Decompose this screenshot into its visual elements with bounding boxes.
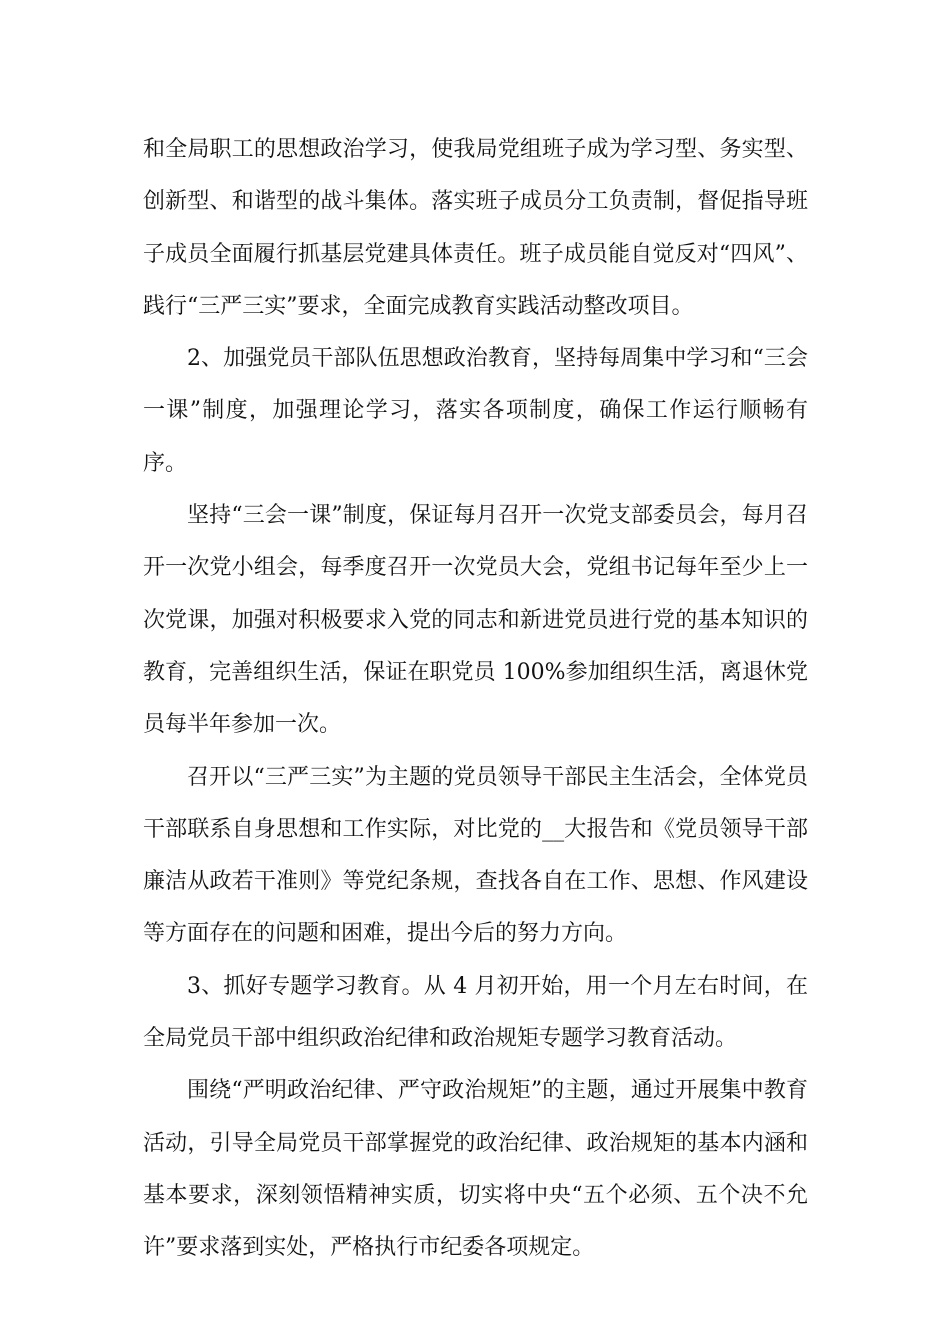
paragraph-discipline-education: 围绕“严明政治纪律、严守政治规矩”的主题，通过开展集中教育活动，引导全局党员干部掌握党的政治纪律、政治规矩的基本内涵和基本要求，深刻领悟精神实质，切实将中央“五个必须、五个决不允许”要求落到实处，严格执行市纪委各项规定。 xyxy=(143,1078,808,1261)
paragraph-item-3: 3、抓好专题学习教育。从 4 月初开始，用一个月左右时间，在全局党员干部中组织政治纪律和政治规矩专题学习教育活动。 xyxy=(143,973,808,1052)
document-body xyxy=(143,124,808,1275)
paragraph-three-meetings: 坚持“三会一课”制度，保证每月召开一次党支部委员会，每月召开一次党小组会，每季度召开一次党员大会，党组书记每年至少上一次党课，加强对积极要求入党的同志和新进党员进行党的基本知识的教育，完善组织生活，保证在职党员 100%参加组织生活，离退休党员每半年参加一次。 xyxy=(143,503,808,738)
paragraph-item-2: 2、加强党员干部队伍思想政治教育，坚持每周集中学习和“三会一课”制度，加强理论学习，落实各项制度，确保工作运行顺畅有序。 xyxy=(143,346,808,476)
paragraph-democratic-life-meeting: 召开以“三严三实”为主题的党员领导干部民主生活会，全体党员干部联系自身思想和工作实际，对比党的__大报告和《党员领导干部廉洁从政若干准则》等党纪条规，查找各自在工作、思想、作风建设等方面存在的问题和困难，提出今后的努力方向。 xyxy=(143,764,808,947)
paragraph-continuation: 和全局职工的思想政治学习，使我局党组班子成为学习型、务实型、创新型、和谐型的战斗集体。落实班子成员分工负责制，督促指导班子成员全面履行抓基层党建具体责任。班子成员能自觉反对“四风”、践行“三严三实”要求，全面完成教育实践活动整改项目。 xyxy=(143,137,808,319)
